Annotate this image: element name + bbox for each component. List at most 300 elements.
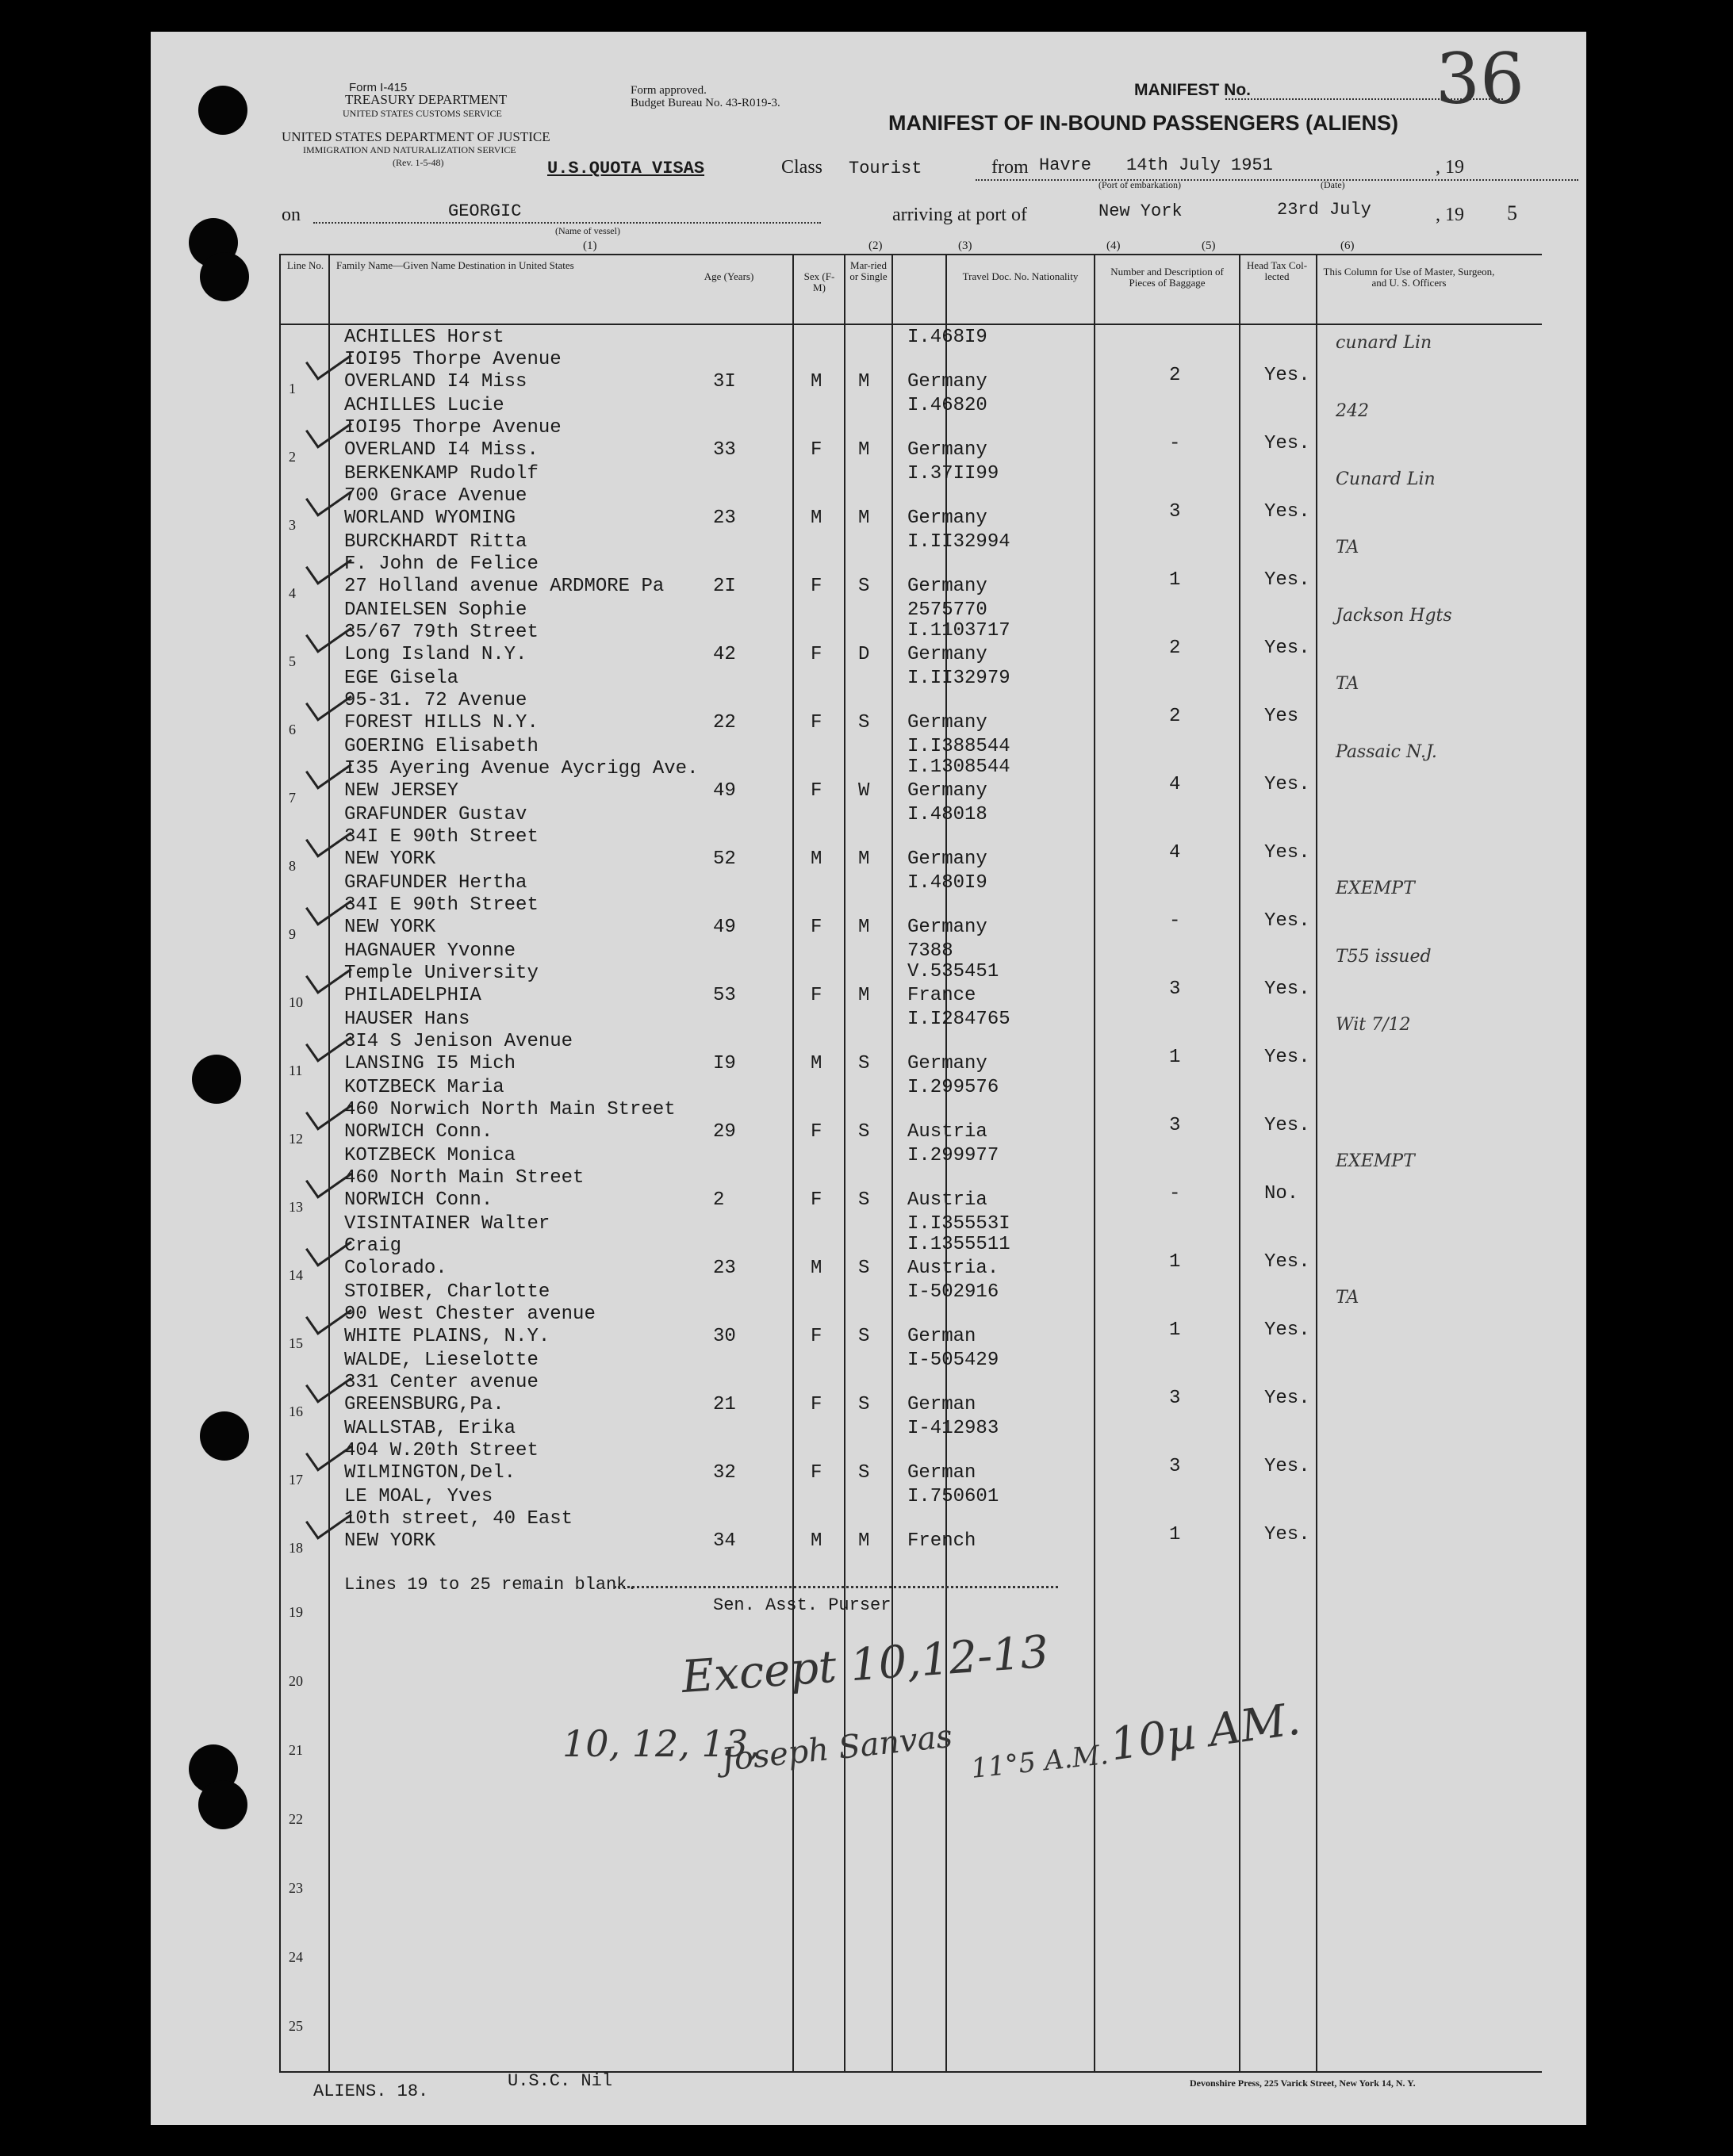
table-row — [281, 1143, 1542, 1215]
travel-doc-number: I.299977 — [907, 1145, 999, 1166]
sex-value: M — [811, 848, 822, 870]
travel-doc-number: I.I35553I — [907, 1213, 1010, 1235]
year-label-1: , 19 — [1436, 157, 1464, 178]
head-tax-value: Yes. — [1264, 978, 1310, 1000]
baggage-count: 3 — [1169, 978, 1181, 1000]
age-value: 53 — [713, 985, 736, 1006]
line-number: 25 — [289, 2018, 303, 2034]
travel-doc-number: I.37II99 — [907, 463, 999, 484]
nationality-value: Germany — [907, 644, 987, 665]
handwritten-lines: 10, 12, 13, — [562, 1722, 760, 1765]
nationality-value: Germany — [907, 712, 987, 733]
treasury-label: TREASURY DEPARTMENT — [345, 92, 508, 107]
line-number: 11 — [289, 1063, 303, 1078]
nationality-value: France — [907, 985, 976, 1006]
vessel-name: GEORGIC — [448, 201, 522, 221]
head-tax-value: Yes. — [1264, 1456, 1310, 1477]
head-tax-value: No. — [1264, 1183, 1299, 1204]
purser-title: Sen. Asst. Purser — [713, 1595, 891, 1615]
blank-row — [281, 1966, 328, 2035]
travel-doc-number: I.II32979 — [907, 668, 1010, 689]
marital-value: S — [858, 1189, 870, 1211]
head-tax-value: Yes. — [1264, 365, 1310, 386]
line-number: 3 — [289, 517, 296, 533]
destination-address: Craig — [344, 1235, 402, 1257]
destination-address: 10th street, 40 East — [344, 1508, 573, 1530]
marital-value: M — [858, 439, 870, 461]
line-number: 10 — [289, 994, 303, 1010]
travel-doc-number: I-502916 — [907, 1281, 999, 1303]
blank-row — [281, 1760, 328, 1829]
head-tax-value: Yes. — [1264, 1388, 1310, 1409]
marital-value: M — [858, 1530, 870, 1552]
passenger-name: BURCKHARDT Ritta — [344, 531, 527, 553]
age-value: 34 — [713, 1530, 736, 1552]
travel-doc-number: I.468I9 — [907, 327, 987, 348]
table-row — [281, 325, 1542, 396]
baggage-count: 2 — [1169, 638, 1181, 659]
form-number: Form I-415 — [349, 81, 408, 94]
destination-address: 90 West Chester avenue — [344, 1304, 596, 1325]
age-value: 22 — [713, 712, 736, 733]
destination-city: PHILADELPHIA — [344, 985, 481, 1006]
destination-city: Long Island N.Y. — [344, 644, 527, 665]
line-number: 24 — [289, 1949, 303, 1965]
travel-doc-number-corrected: V.535451 — [907, 961, 999, 982]
passenger-name: LE MOAL, Yves — [344, 1486, 493, 1507]
destination-city: GREENSBURG,Pa. — [344, 1394, 504, 1415]
line-number: 23 — [289, 1880, 303, 1896]
officer-note: T55 issued — [1336, 947, 1432, 967]
punch-hole — [200, 252, 249, 301]
travel-doc-number: I.II32994 — [907, 531, 1010, 553]
marital-value: S — [858, 1462, 870, 1484]
marital-value: M — [858, 848, 870, 870]
nationality-value: Germany — [907, 848, 987, 870]
age-value: 33 — [713, 439, 736, 461]
usc-count: U.S.C. Nil — [508, 2071, 613, 2091]
punch-hole — [192, 1055, 241, 1104]
aliens-count: ALIENS. 18. — [313, 2081, 429, 2101]
blank-row — [281, 1829, 328, 1898]
marital-value: W — [858, 780, 870, 802]
destination-city: Colorado. — [344, 1258, 447, 1279]
head-tax-value: Yes. — [1264, 1524, 1310, 1545]
officer-note: Wit 7/12 — [1336, 1015, 1411, 1035]
destination-city: NEW YORK — [344, 917, 436, 938]
sex-value: M — [811, 507, 822, 529]
manifest-number-handwritten: 36 — [1436, 38, 1524, 120]
sex-value: M — [811, 371, 822, 393]
marital-value: S — [858, 712, 870, 733]
port-caption: (Port of embarkation) — [1098, 179, 1181, 190]
passenger-name: HAGNAUER Yvonne — [344, 940, 516, 962]
travel-doc-number: I.46820 — [907, 395, 987, 416]
sex-value: F — [811, 1394, 822, 1415]
officer-note: EXEMPT — [1336, 879, 1415, 898]
destination-address: 460 North Main Street — [344, 1167, 585, 1189]
passenger-name: KOTZBECK Monica — [344, 1145, 516, 1166]
travel-doc-number: I.I284765 — [907, 1009, 1010, 1030]
line-number: 5 — [289, 653, 296, 669]
form-approved: Form approved. — [631, 84, 707, 97]
baggage-count: 1 — [1169, 1319, 1181, 1341]
destination-address: 404 W.20th Street — [344, 1440, 539, 1461]
head-tax-value: Yes. — [1264, 569, 1310, 591]
nationality-value: German — [907, 1326, 976, 1347]
line-number: 7 — [289, 790, 296, 806]
blank-row — [281, 1622, 328, 1691]
revision-label: (Rev. 1-5-48) — [393, 157, 444, 168]
travel-doc-number: 2575770 — [907, 599, 987, 621]
destination-city: NEW YORK — [344, 1530, 436, 1552]
table-row — [281, 530, 1542, 601]
marital-value: M — [858, 917, 870, 938]
handwritten-except: Except 10,12-13 — [680, 1626, 1051, 1704]
head-tax-value: Yes. — [1264, 501, 1310, 523]
table-row — [281, 393, 1542, 465]
baggage-count: 3 — [1169, 501, 1181, 523]
officer-note: TA — [1336, 674, 1359, 694]
travel-doc-number: I.750601 — [907, 1486, 999, 1507]
age-value: 2I — [713, 576, 736, 597]
destination-city: WORLAND WYOMING — [344, 507, 516, 529]
line-number: 19 — [289, 1604, 303, 1620]
justice-label: UNITED STATES DEPARTMENT OF JUSTICE — [282, 129, 550, 144]
nationality-value: Austria — [907, 1121, 987, 1143]
col-header-name: Family Name—Given Name Destination in United States — [336, 259, 574, 271]
passenger-name: DANIELSEN Sophie — [344, 599, 527, 621]
passenger-name: KOTZBECK Maria — [344, 1077, 504, 1098]
destination-city: NEW YORK — [344, 848, 436, 870]
table-row — [281, 871, 1542, 942]
age-value: I9 — [713, 1053, 736, 1074]
sex-value: F — [811, 780, 822, 802]
nationality-value: French — [907, 1530, 976, 1552]
age-value: 23 — [713, 507, 736, 529]
nationality-value: Germany — [907, 507, 987, 529]
destination-address: 95-31. 72 Avenue — [344, 690, 527, 711]
marital-value: S — [858, 1258, 870, 1279]
budget-bureau: Budget Bureau No. 43-R019-3. — [631, 97, 780, 109]
sex-value: F — [811, 439, 822, 461]
destination-city: WILMINGTON,Del. — [344, 1462, 516, 1484]
year-label-2: , 19 — [1436, 205, 1464, 225]
line-number: 17 — [289, 1472, 303, 1488]
officer-note: EXEMPT — [1336, 1151, 1415, 1171]
line-number: 18 — [289, 1540, 303, 1556]
col-header-age: Age (Years) — [704, 270, 754, 282]
age-value: 3I — [713, 371, 736, 393]
baggage-count: 1 — [1169, 1524, 1181, 1545]
line-number: 15 — [289, 1335, 303, 1351]
destination-city: NORWICH Conn. — [344, 1121, 493, 1143]
age-value: 32 — [713, 1462, 736, 1484]
head-tax-value: Yes. — [1264, 1319, 1310, 1341]
visa-type: U.S.QUOTA VISAS — [547, 159, 705, 178]
passenger-name: HAUSER Hans — [344, 1009, 470, 1030]
head-tax-value: Yes. — [1264, 910, 1310, 932]
passenger-name: BERKENKAMP Rudolf — [344, 463, 539, 484]
destination-city: LANSING I5 Mich — [344, 1053, 516, 1074]
class-label: Class — [781, 157, 823, 178]
line-number: 4 — [289, 585, 296, 601]
marital-value: S — [858, 1394, 870, 1415]
line-number: 21 — [289, 1742, 303, 1758]
destination-address: I35 Ayering Avenue Aycrigg Ave. — [344, 758, 699, 779]
line-number: 13 — [289, 1199, 303, 1215]
arriving-label: arriving at port of — [892, 205, 1027, 225]
departure-date: 14th July 1951 — [1126, 155, 1273, 175]
customs-label: UNITED STATES CUSTOMS SERVICE — [343, 108, 502, 119]
destination-city: NORWICH Conn. — [344, 1189, 493, 1211]
destination-address: F. John de Felice — [344, 553, 539, 575]
nationality-value: Austria — [907, 1189, 987, 1211]
officer-note: Passaic N.J. — [1336, 742, 1437, 762]
age-value: 30 — [713, 1326, 736, 1347]
table-row — [281, 939, 1542, 1010]
destination-city: FOREST HILLS N.Y. — [344, 712, 539, 733]
embarkation-port: Havre — [1039, 155, 1092, 175]
marital-value: S — [858, 1326, 870, 1347]
table-row — [281, 1416, 1542, 1488]
col-header-travel-doc: Travel Doc. No. Nationality — [962, 270, 1079, 282]
blank-row — [281, 1898, 328, 1966]
col-header-married: Mar-ried or Single — [849, 259, 888, 282]
col-num-6: (6) — [1340, 239, 1355, 252]
marital-value: S — [858, 1053, 870, 1074]
baggage-count: 3 — [1169, 1388, 1181, 1409]
line-number: 14 — [289, 1267, 303, 1283]
officer-note: TA — [1336, 538, 1359, 557]
travel-doc-number-corrected: I.1308544 — [907, 756, 1010, 778]
officer-note: Cunard Lin — [1336, 469, 1436, 489]
baggage-count: - — [1169, 433, 1181, 454]
age-value: 52 — [713, 848, 736, 870]
marital-value: M — [858, 507, 870, 529]
officer-note: 242 — [1336, 401, 1369, 421]
destination-address: 35/67 79th Street — [344, 622, 539, 643]
date-caption: (Date) — [1321, 179, 1345, 190]
line-number: 12 — [289, 1131, 303, 1147]
blank-row — [281, 1553, 328, 1622]
passenger-name: WALLSTAB, Erika — [344, 1418, 516, 1439]
travel-doc-number: I.299576 — [907, 1077, 999, 1098]
head-tax-value: Yes. — [1264, 433, 1310, 454]
destination-city: OVERLAND I4 Miss — [344, 371, 527, 393]
destination-address: Temple University — [344, 963, 539, 984]
line-number: 22 — [289, 1811, 303, 1827]
table-row — [281, 1280, 1542, 1351]
line-number: 16 — [289, 1404, 303, 1419]
sex-value: F — [811, 712, 822, 733]
punch-hole — [198, 86, 247, 135]
head-tax-value: Yes — [1264, 706, 1299, 727]
baggage-count: 1 — [1169, 1047, 1181, 1068]
head-tax-value: Yes. — [1264, 638, 1310, 659]
blank-row — [281, 1691, 328, 1760]
travel-doc-number: I.I388544 — [907, 736, 1010, 757]
destination-city: WHITE PLAINS, N.Y. — [344, 1326, 550, 1347]
travel-doc-number: I-505429 — [907, 1350, 999, 1371]
col-num-5: (5) — [1202, 239, 1216, 252]
col-num-1: (1) — [583, 239, 597, 252]
from-line — [976, 179, 1578, 181]
baggage-count: 2 — [1169, 365, 1181, 386]
line-number: 1 — [289, 381, 296, 396]
marital-value: M — [858, 371, 870, 393]
passenger-name: GRAFUNDER Hertha — [344, 872, 527, 894]
from-label: from — [991, 157, 1029, 178]
table-row — [281, 1212, 1542, 1283]
sex-value: M — [811, 1258, 822, 1279]
col-header-head-tax: Head Tax Col-lected — [1246, 259, 1308, 282]
manifest-table — [279, 254, 1542, 2073]
travel-doc-number: I.48018 — [907, 804, 987, 825]
line-number: 6 — [289, 722, 296, 737]
printer-imprint: Devonshire Press, 225 Varick Street, New York 14, N. Y. — [1190, 2077, 1416, 2089]
head-tax-value: Yes. — [1264, 774, 1310, 795]
signature-line — [614, 1586, 1058, 1588]
baggage-count: 1 — [1169, 569, 1181, 591]
travel-doc-number-corrected: I.1355511 — [907, 1234, 1010, 1255]
travel-doc-number: I.480I9 — [907, 872, 987, 894]
sex-value: F — [811, 985, 822, 1006]
head-tax-value: Yes. — [1264, 1251, 1310, 1273]
passenger-name: ACHILLES Lucie — [344, 395, 504, 416]
remain-blank-note: Lines 19 to 25 remain blank. — [344, 1575, 638, 1595]
class-value: Tourist — [849, 159, 922, 178]
nationality-value: Austria. — [907, 1258, 999, 1279]
sex-value: F — [811, 1189, 822, 1211]
baggage-count: 4 — [1169, 774, 1181, 795]
sex-value: M — [811, 1053, 822, 1074]
year-suffix: 5 — [1507, 201, 1517, 224]
table-row — [281, 734, 1542, 806]
table-row — [281, 802, 1542, 874]
arrival-port: New York — [1098, 201, 1183, 221]
baggage-count: 1 — [1169, 1251, 1181, 1273]
destination-address: 3I4 S Jenison Avenue — [344, 1031, 573, 1052]
destination-address: IOI95 Thorpe Avenue — [344, 349, 562, 370]
destination-address: 34I E 90th Street — [344, 894, 539, 916]
baggage-count: 4 — [1169, 842, 1181, 864]
passenger-name: EGE Gisela — [344, 668, 459, 689]
officer-note: Jackson Hgts — [1336, 606, 1452, 626]
nationality-value: Germany — [907, 1053, 987, 1074]
baggage-count: 3 — [1169, 1115, 1181, 1136]
handwritten-signature: Joseph Sanvas — [719, 1718, 954, 1779]
destination-city: 27 Holland avenue ARDMORE Pa — [344, 576, 665, 597]
punch-hole — [200, 1411, 249, 1461]
table-row — [281, 666, 1542, 737]
marital-value: S — [858, 1121, 870, 1143]
age-value: 42 — [713, 644, 736, 665]
age-value: 2 — [713, 1189, 725, 1211]
age-value: 29 — [713, 1121, 736, 1143]
nationality-value: Germany — [907, 576, 987, 597]
line-number: 9 — [289, 926, 296, 942]
officer-note: cunard Lin — [1336, 333, 1432, 353]
handwritten-time-1: 10µ AM. — [1106, 1693, 1304, 1771]
passenger-name: GOERING Elisabeth — [344, 736, 539, 757]
officer-note: TA — [1336, 1288, 1359, 1308]
col-num-4: (4) — [1106, 239, 1121, 252]
age-value: 49 — [713, 917, 736, 938]
destination-address: 460 Norwich North Main Street — [344, 1099, 676, 1120]
passenger-name: VISINTAINER Walter — [344, 1213, 550, 1235]
head-tax-value: Yes. — [1264, 1047, 1310, 1068]
baggage-count: - — [1169, 910, 1181, 932]
age-value: 23 — [713, 1258, 736, 1279]
destination-address: 331 Center avenue — [344, 1372, 539, 1393]
age-value: 49 — [713, 780, 736, 802]
table-row — [281, 598, 1542, 669]
ins-label: IMMIGRATION AND NATURALIZATION SERVICE — [303, 144, 516, 155]
nationality-value: Germany — [907, 439, 987, 461]
age-value: 21 — [713, 1394, 736, 1415]
passenger-name: GRAFUNDER Gustav — [344, 804, 527, 825]
destination-city: NEW JERSEY — [344, 780, 459, 802]
destination-address: 34I E 90th Street — [344, 826, 539, 848]
destination-address: IOI95 Thorpe Avenue — [344, 417, 562, 438]
manifest-page — [151, 32, 1586, 2125]
line-number: 8 — [289, 858, 296, 874]
on-label: on — [282, 205, 301, 225]
destination-address: 700 Grace Avenue — [344, 485, 527, 507]
nationality-value: Germany — [907, 780, 987, 802]
baggage-count: - — [1169, 1183, 1181, 1204]
marital-value: M — [858, 985, 870, 1006]
passenger-name: ACHILLES Horst — [344, 327, 504, 348]
nationality-value: Germany — [907, 917, 987, 938]
arrival-date: 23rd July — [1277, 200, 1371, 220]
sex-value: F — [811, 1462, 822, 1484]
nationality-value: German — [907, 1462, 976, 1484]
manifest-no-label: MANIFEST No. — [1134, 81, 1251, 99]
handwritten-time-2: 11°5 A.M. — [969, 1739, 1110, 1785]
passenger-name: WALDE, Lieselotte — [344, 1350, 539, 1371]
table-row — [281, 1484, 1542, 1556]
baggage-count: 2 — [1169, 706, 1181, 727]
col-header-officers: This Column for Use of Master, Surgeon, and U. S. Officers — [1323, 266, 1495, 289]
line-number: 2 — [289, 449, 296, 465]
nationality-value: Germany — [907, 371, 987, 393]
col-header-sex: Sex (F-M) — [803, 270, 835, 293]
head-tax-value: Yes. — [1264, 842, 1310, 864]
baggage-count: 3 — [1169, 1456, 1181, 1477]
passenger-name: STOIBER, Charlotte — [344, 1281, 550, 1303]
sex-value: F — [811, 1121, 822, 1143]
sex-value: F — [811, 644, 822, 665]
col-num-2: (2) — [868, 239, 883, 252]
marital-value: S — [858, 576, 870, 597]
destination-city: OVERLAND I4 Miss. — [344, 439, 539, 461]
marital-value: D — [858, 644, 870, 665]
vessel-line — [313, 222, 821, 224]
punch-hole — [198, 1780, 247, 1829]
vessel-caption: (Name of vessel) — [555, 225, 620, 236]
table-row — [281, 1007, 1542, 1078]
sex-value: F — [811, 917, 822, 938]
travel-doc-number: I-412983 — [907, 1418, 999, 1439]
travel-doc-number: 7388 — [907, 940, 953, 962]
table-row — [281, 461, 1542, 533]
table-row — [281, 1348, 1542, 1419]
line-number: 20 — [289, 1673, 303, 1689]
nationality-value: German — [907, 1394, 976, 1415]
head-tax-value: Yes. — [1264, 1115, 1310, 1136]
